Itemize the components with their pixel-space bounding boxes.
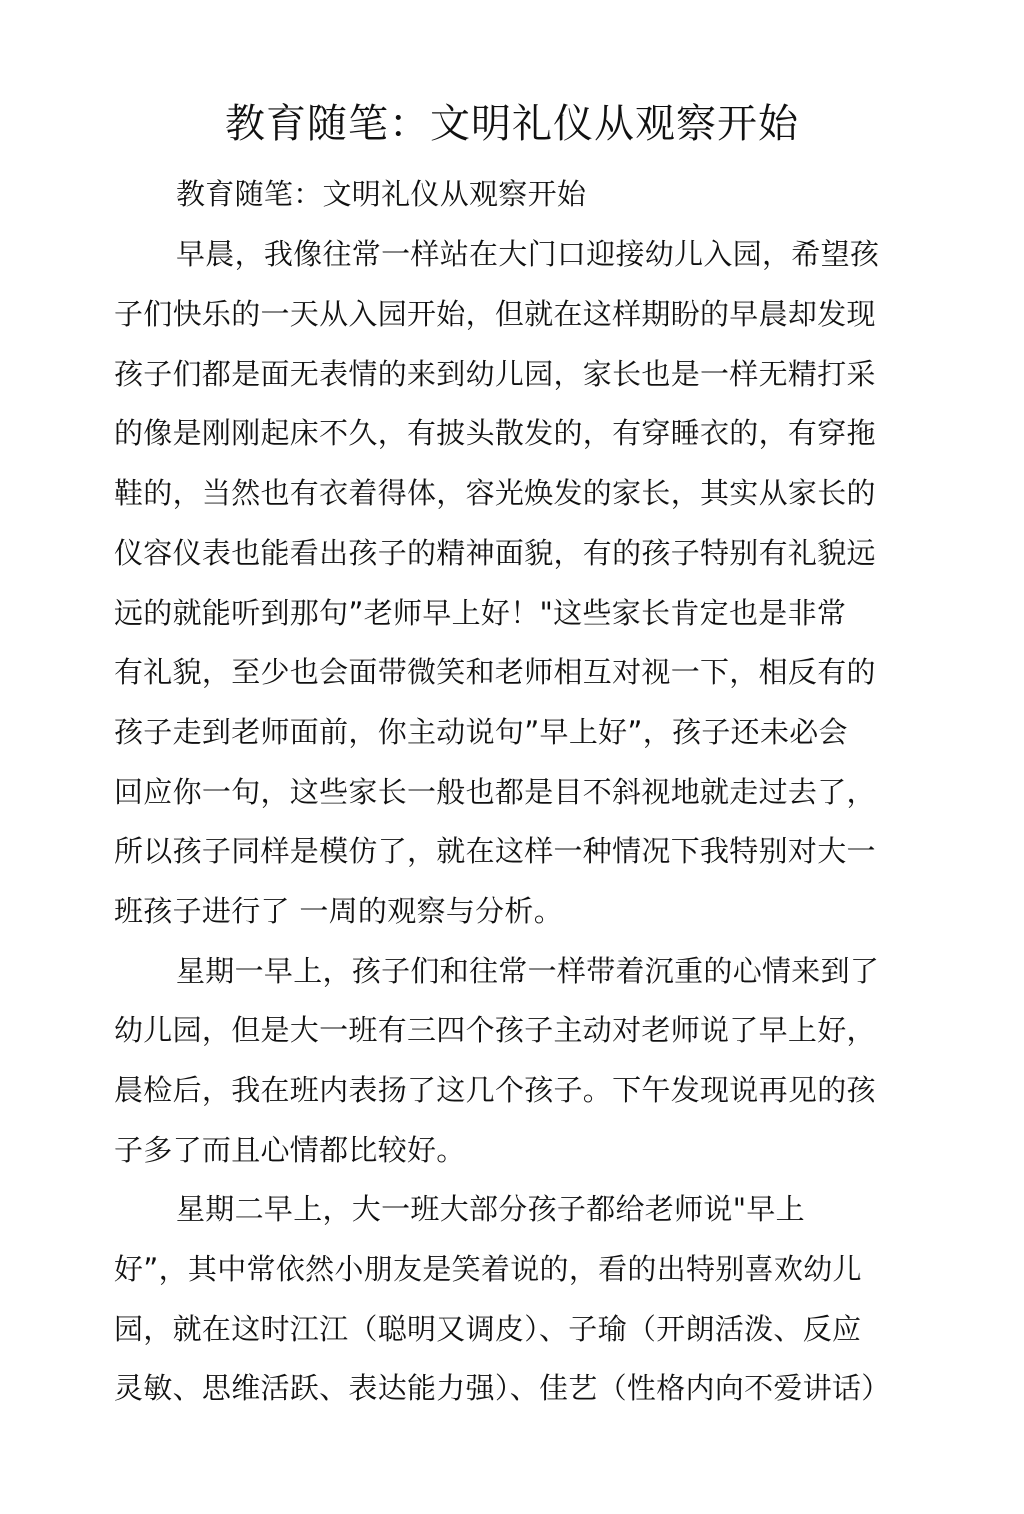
text-line: 孩子走到老师面前，你主动说句”早上好”，孩子还未必会	[114, 715, 848, 749]
text-line: 孩子们都是面无表情的来到幼儿园，家长也是一样无精打采	[114, 357, 876, 391]
text-line: 好”，其中常依然小朋友是笑着说的，看的出特别喜欢幼儿	[114, 1252, 862, 1286]
page-title: 教育随笔：文明礼仪从观察开始	[225, 101, 799, 147]
text-line: 仪容仪表也能看出孩子的精神面貌，有的孩子特别有礼貌远	[114, 536, 876, 570]
text-line: 班孩子进行了 一周的观察与分析。	[114, 894, 564, 928]
text-line: 幼儿园，但是大一班有三四个孩子主动对老师说了早上好，	[114, 1013, 876, 1047]
text-line: 远的就能听到那句”老师早上好！"这些家长肯定也是非常	[114, 596, 847, 630]
text-line: 回应你一句，这些家长一般也都是目不斜视地就走过去了，	[114, 775, 876, 809]
text-line: 星期二早上，大一班大部分孩子都给老师说"早上	[176, 1192, 805, 1226]
text-line: 所以孩子同样是模仿了，就在这样一种情况下我特别对大一	[114, 834, 876, 868]
text-line: 灵敏、思维活跃、表达能力强）、佳艺（性格内向不爱讲话）	[114, 1371, 891, 1405]
subtitle-line: 教育随笔：文明礼仪从观察开始	[176, 177, 587, 211]
text-line: 子多了而且心情都比较好。	[114, 1133, 466, 1167]
text-line: 早晨，我像往常一样站在大门口迎接幼儿入园，希望孩	[176, 237, 880, 271]
text-line: 鞋的，当然也有衣着得体，容光焕发的家长，其实从家长的	[114, 476, 876, 510]
text-line: 子们快乐的一天从入园开始，但就在这样期盼的早晨却发现	[114, 297, 876, 331]
text-line: 园，就在这时江江（聪明又调皮）、子瑜（开朗活泼、反应	[114, 1312, 862, 1346]
text-line: 有礼貌，至少也会面带微笑和老师相互对视一下，相反有的	[114, 655, 876, 689]
text-line: 星期一早上，孩子们和往常一样带着沉重的心情来到了	[176, 954, 880, 988]
text-line: 晨检后，我在班内表扬了这几个孩子。下午发现说再见的孩	[114, 1073, 876, 1107]
text-line: 的像是刚刚起床不久，有披头散发的，有穿睡衣的，有穿拖	[114, 416, 876, 450]
